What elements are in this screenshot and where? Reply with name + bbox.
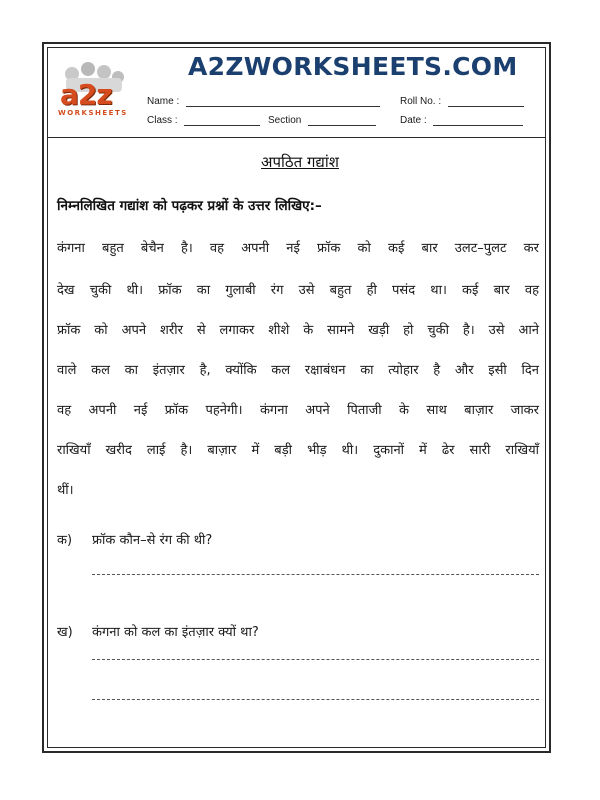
worksheet-title: अपठित गद्यांश: [261, 153, 339, 171]
header-divider: [47, 137, 546, 138]
name-field[interactable]: [147, 96, 380, 107]
passage-line: थीं।: [57, 483, 74, 498]
question-number: क): [57, 533, 73, 548]
roll-line: [448, 96, 524, 107]
passage-line: वाले कल का इंतज़ार है, क्योंकि कल रक्षाबंधन का त्योहार है और इसी दिन: [57, 363, 539, 378]
question-text: फ्रॉक कौन–से रंग की थी?: [92, 533, 213, 548]
answer-line[interactable]: [92, 659, 539, 660]
class-label: Class :: [147, 115, 178, 126]
class-line: [184, 115, 260, 126]
passage-line: देख चुकी थी। फ्रॉक का गुलाबी रंग उसे बहुत ही पसंद था। कई बार वह: [57, 283, 539, 298]
section-label: Section: [268, 115, 302, 126]
date-field[interactable]: [400, 115, 523, 126]
class-field[interactable]: [147, 115, 260, 126]
question-text: कंगना को कल का इंतज़ार क्यों था?: [92, 625, 259, 640]
site-logo: [54, 60, 134, 118]
roll-label: Roll No. :: [400, 96, 442, 107]
section-field[interactable]: [268, 115, 376, 126]
passage-line: कंगना बहुत बेचैन है। वह अपनी नई फ्रॉक को कई बार उलट–पुलट कर: [57, 241, 539, 256]
passage-line: राखियाँ खरीद लाई है। बाज़ार में बड़ी भीड़ थी। दुकानों में ढेर सारी राखियाँ: [57, 443, 539, 458]
date-line: [433, 115, 523, 126]
date-label: Date :: [400, 115, 427, 126]
name-line: [186, 96, 380, 107]
name-label: Name :: [147, 96, 180, 107]
passage-line: फ्रॉक को अपने शरीर से लगाकर शीशे के सामने खड़ी हो चुकी है। उसे आने: [57, 323, 539, 338]
instruction-text: निम्नलिखित गद्यांश को पढ़कर प्रश्नों के उत्तर लिखिए:–: [57, 198, 322, 214]
answer-line[interactable]: [92, 699, 539, 700]
logo-text: a2z: [60, 78, 112, 111]
answer-line[interactable]: [92, 574, 539, 575]
logo-subtext: WORKSHEETS: [58, 109, 128, 117]
roll-field[interactable]: [400, 96, 524, 107]
site-title: A2ZWORKSHEETS.COM: [188, 52, 518, 81]
question-number: ख): [57, 625, 73, 640]
passage-line: वह अपनी नई फ्रॉक पहनेगी। कंगना अपने पिताजी के साथ बाज़ार जाकर: [57, 403, 539, 418]
section-line: [308, 115, 376, 126]
